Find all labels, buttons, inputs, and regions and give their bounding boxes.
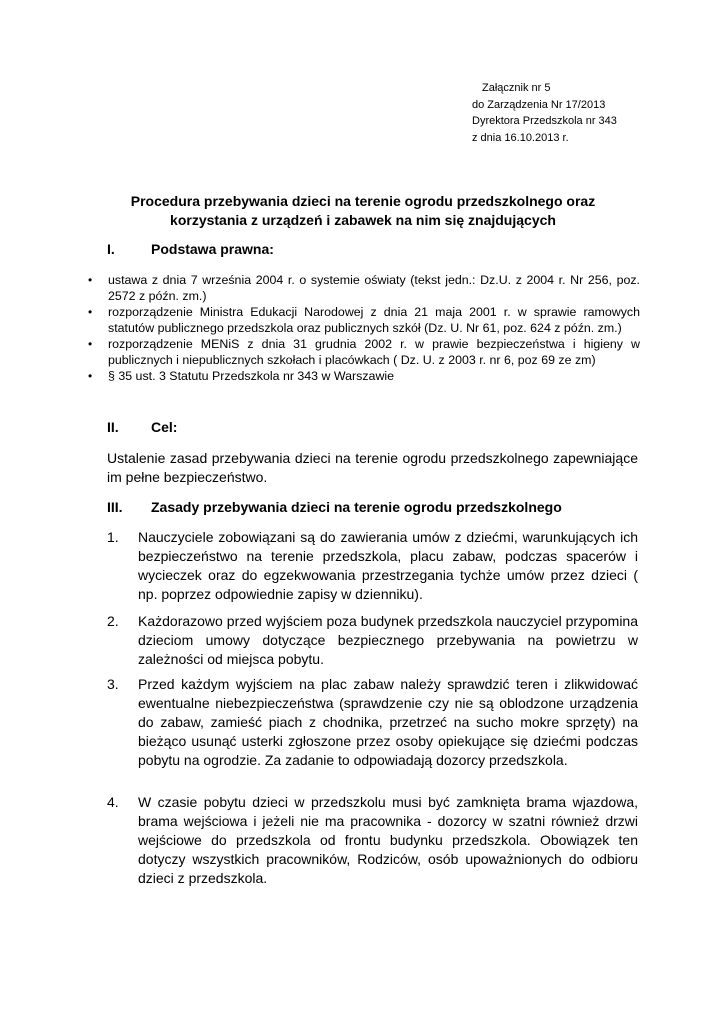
- attachment-header: [472, 80, 617, 146]
- list-item: • rozporządzenie Ministra Edukacji Narodowej z dnia 21 maja 2001 r. w sprawie ramowych statutów publicznego przedszkola oraz publicznych szkół (Dz. U. Nr 61, poz. 624 z późn. zm.): [88, 305, 640, 335]
- rules-list: [107, 793, 638, 888]
- section-heading-rules: [107, 498, 562, 517]
- header-line: Załącznik nr 5: [482, 82, 551, 94]
- rule-item: 2. Każdorazowo przed wyjściem poza budynek przedszkola nauczyciel przypomina dzieciom umowy dotyczące bezpiecznego przebywania na powietrzu w zależności od miejsca pobytu.: [107, 613, 638, 667]
- rule-item: 3. Przed każdym wyjściem na plac zabaw należy sprawdzić teren i zlikwidować ewentualne niebezpieczeństwa (sprawdzenie czy nie są oblodzone urządzenia do zabaw, zamieść piach z chodnika, przetrzeć na sucho mokre sprzęty) na bieżąco usunąć usterki zgłoszone przez osoby opiekujące się dziećmi podczas pobytu na ogrodzie. Za zadanie to odpowiadają dozorcy przedszkola.: [107, 676, 638, 768]
- rule-number: 2.: [107, 613, 119, 629]
- section-title: Cel:: [151, 419, 178, 435]
- legal-basis-list: [88, 272, 640, 384]
- header-line: do Zarządzenia Nr 17/2013: [472, 98, 606, 111]
- goal-paragraph: Ustalenie zasad przebywania dzieci na terenie ogrodu przedszkolnego zapewniające im pełne bezpieczeństwo.: [107, 450, 638, 485]
- bullet-icon: •: [88, 305, 93, 319]
- section-title: Zasady przebywania dzieci na terenie ogrodu przedszkolnego: [151, 499, 562, 515]
- section-number: III.: [107, 499, 123, 515]
- header-line: Dyrektora Przedszkola nr 343: [472, 115, 617, 127]
- bullet-icon: •: [88, 369, 93, 383]
- rules-list: [107, 528, 638, 604]
- section-number: I.: [107, 241, 115, 257]
- rule-item: 4. W czasie pobytu dzieci w przedszkolu musi być zamknięta brama wjazdowa, brama wejściowa i jeżeli nie ma pracownika - dozorcy w szatni również drzwi wejściowe do przedszkola od frontu budynku przedszkola. Obowiązek ten dotyczy wszystkich pracowników, Rodziców, osób upoważnionych do odbioru dzieci z przedszkola.: [107, 794, 638, 886]
- rule-number: 3.: [107, 676, 119, 692]
- section-title: Podstawa prawna:: [151, 241, 274, 257]
- section-number: II.: [107, 419, 119, 435]
- rule-number: 1.: [107, 529, 119, 545]
- rule-item: 1. Nauczyciele zobowiązani są do zawierania umów z dziećmi, warunkujących ich bezpieczeństwo na terenie przedszkola, placu zabaw, podczas spacerów i wycieczek oraz do egzekwowania przestrzegania tychże umów przez dzieci ( np. poprzez odpowiednie zapisy w dzienniku).: [107, 529, 638, 602]
- rules-list: [107, 612, 638, 669]
- bullet-icon: •: [88, 273, 93, 287]
- section-heading-goal: [107, 418, 177, 437]
- document-title: [90, 192, 636, 230]
- rules-list: [107, 675, 638, 770]
- header-line: z dnia 16.10.2013 r.: [472, 131, 569, 144]
- title-line-1: Procedura przebywania dzieci na terenie ogrodu przedszkolnego oraz: [130, 193, 596, 209]
- list-item: • rozporządzenie MENiS z dnia 31 grudnia 2002 r. w prawie bezpieczeństwa i higieny w publicznych i niepublicznych szkołach i placówkach ( Dz. U. z 2003 r. nr 6, poz 69 ze zm): [88, 337, 640, 367]
- rule-number: 4.: [107, 794, 119, 810]
- list-item: • ustawa z dnia 7 września 2004 r. o systemie oświaty (tekst jedn.: Dz.U. z 2004 r. Nr 256, poz. 2572 z późn. zm.): [88, 273, 640, 303]
- title-line-2: korzystania z urządzeń i zabawek na nim się znajdujących: [170, 212, 556, 228]
- bullet-icon: •: [88, 337, 93, 351]
- list-item: • § 35 ust. 3 Statutu Przedszkola nr 343 w Warszawie: [88, 369, 395, 383]
- section-heading-legal-basis: [107, 240, 274, 259]
